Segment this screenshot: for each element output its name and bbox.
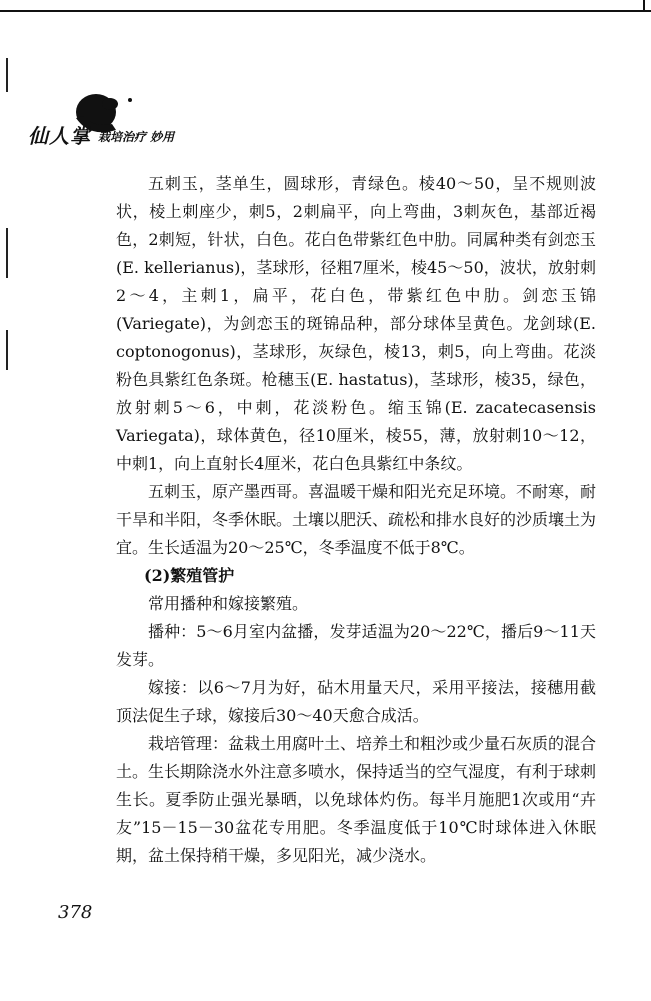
paragraph-habitat: 五刺玉，原产墨西哥。喜温暖干燥和阳光充足环境。不耐寒，耐干旱和半阳，冬季休眠。土壤以肥沃、疏松和排水良好的沙质壤土为宜。生长适温为20～25℃，冬季温度不低于8℃。 [116, 482, 597, 557]
logo-title: 仙人掌 [28, 124, 91, 148]
paragraph-grafting: 嫁接：以6～7月为好，砧木用量天尺，采用平接法，接穗用截顶法促生子球，嫁接后30～40天愈合成活。 [116, 678, 596, 725]
paragraph-sowing: 播种：5～6月室内盆播，发芽适温为20～22℃，播后9～11天发芽。 [116, 622, 596, 669]
top-rule [0, 10, 651, 12]
paragraph-propagation: 常用播种和嫁接繁殖。 [148, 594, 309, 613]
corner-mark [643, 0, 645, 12]
section-heading: (2)繁殖管护 [144, 566, 235, 585]
margin-mark [6, 330, 8, 370]
page-number: 378 [58, 902, 93, 923]
margin-mark [6, 58, 8, 92]
main-text [116, 170, 596, 870]
paragraph-species: 五刺玉，茎单生，圆球形，青绿色。棱40～50，呈不规则波状，棱上刺座少，刺5，2刺扁平，向上弯曲，3刺灰色，基部近褐色，2刺短，针状，白色。花白色带紫红色中肋。同属种类有剑恋玉(E. kellerianus)，茎球形，径粗7厘米，棱45～50，波状，放射刺2～4，主刺1，扁平，花白色，带紫红色中肋。剑恋玉锦(Variegate)，为剑恋玉的斑锦品种，部分球体呈黄色。龙剑球(E. coptonogonus)，茎球形，灰绿色，棱13，刺5，向上弯曲。花淡粉色具紫红色条斑。枪穗玉(E. hastatus)，茎球形，棱35，绿色，放射刺5～6，中刺，花淡粉色。缩玉锦(E. zacatecasensis Variegata)，球体黄色，径10厘米，棱55，薄，放射刺10～12，中刺1，向上直射长4厘米，花白色具紫红中条纹。 [116, 174, 596, 473]
logo-subtitle: 栽培治疗 妙用 [98, 130, 175, 144]
paragraph-cultivation: 栽培管理：盆栽土用腐叶土、培养土和粗沙或少量石灰质的混合土。生长期除浇水外注意多喷水，保持适当的空气湿度，有利于球刺生长。夏季防止强光暴晒，以免球体灼伤。每半月施肥1次或用“卉友”15－15－30盆花专用肥。冬季温度低于10℃时球体进入休眠期，盆土保持稍干燥，多见阳光，减少浇水。 [116, 734, 597, 865]
margin-mark [6, 228, 8, 278]
book-logo [20, 88, 220, 156]
